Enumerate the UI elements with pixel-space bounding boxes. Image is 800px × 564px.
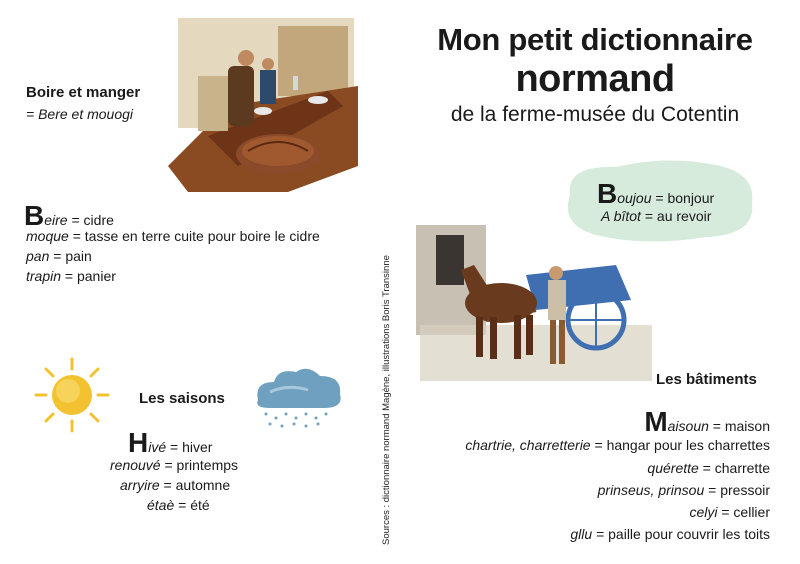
greeting-entry-2: A bîtot = au revoir bbox=[601, 208, 712, 224]
kitchen-illustration bbox=[168, 16, 358, 192]
title-line-2: normand bbox=[515, 58, 675, 100]
rain-cloud-icon bbox=[248, 362, 348, 434]
title-line-1: Mon petit dictionnaire bbox=[437, 22, 753, 57]
batiments-entry-2: chartrie, charretterie = hangar pour les charrettes bbox=[465, 437, 770, 453]
batiments-entry-4: prinseus, prinsou = pressoir bbox=[597, 482, 770, 498]
boire-entry-2: moque = tasse en terre cuite pour boire le cidre bbox=[26, 228, 320, 244]
boire-entry-1: Beire = cidre bbox=[24, 200, 114, 231]
horse-cart-illustration bbox=[416, 225, 656, 387]
boire-heading: Boire et manger bbox=[26, 84, 141, 101]
boire-entry-4: trapin = panier bbox=[26, 268, 116, 284]
title-line-3: de la ferme-musée du Cotentin bbox=[450, 103, 740, 126]
greeting-entry-1: Boujou = bonjour bbox=[597, 178, 715, 209]
sun-icon bbox=[32, 355, 112, 435]
saisons-entry-1: Hivé = hiver bbox=[128, 427, 213, 458]
batiments-entry-1: Maisoun = maison bbox=[644, 406, 770, 437]
batiments-heading: Les bâtiments bbox=[656, 371, 757, 388]
boire-entry-3: pan = pain bbox=[26, 248, 92, 264]
saisons-entry-2: renouvé = printemps bbox=[110, 457, 239, 473]
saisons-heading: Les saisons bbox=[139, 390, 225, 407]
boire-translation: = Bere et mouogi bbox=[26, 106, 134, 122]
batiments-entry-6: gllu = paille pour couvrir les toits bbox=[570, 526, 770, 542]
sources-note: Sources : dictionnaire normand Magène, illustrations Boris Transinne bbox=[381, 255, 392, 545]
saisons-entry-3: arryire = automne bbox=[120, 477, 231, 493]
batiments-entry-5: celyi = cellier bbox=[689, 504, 770, 520]
batiments-entry-3: quérette = charrette bbox=[647, 460, 770, 476]
saisons-entry-4: étaè = été bbox=[147, 497, 210, 513]
